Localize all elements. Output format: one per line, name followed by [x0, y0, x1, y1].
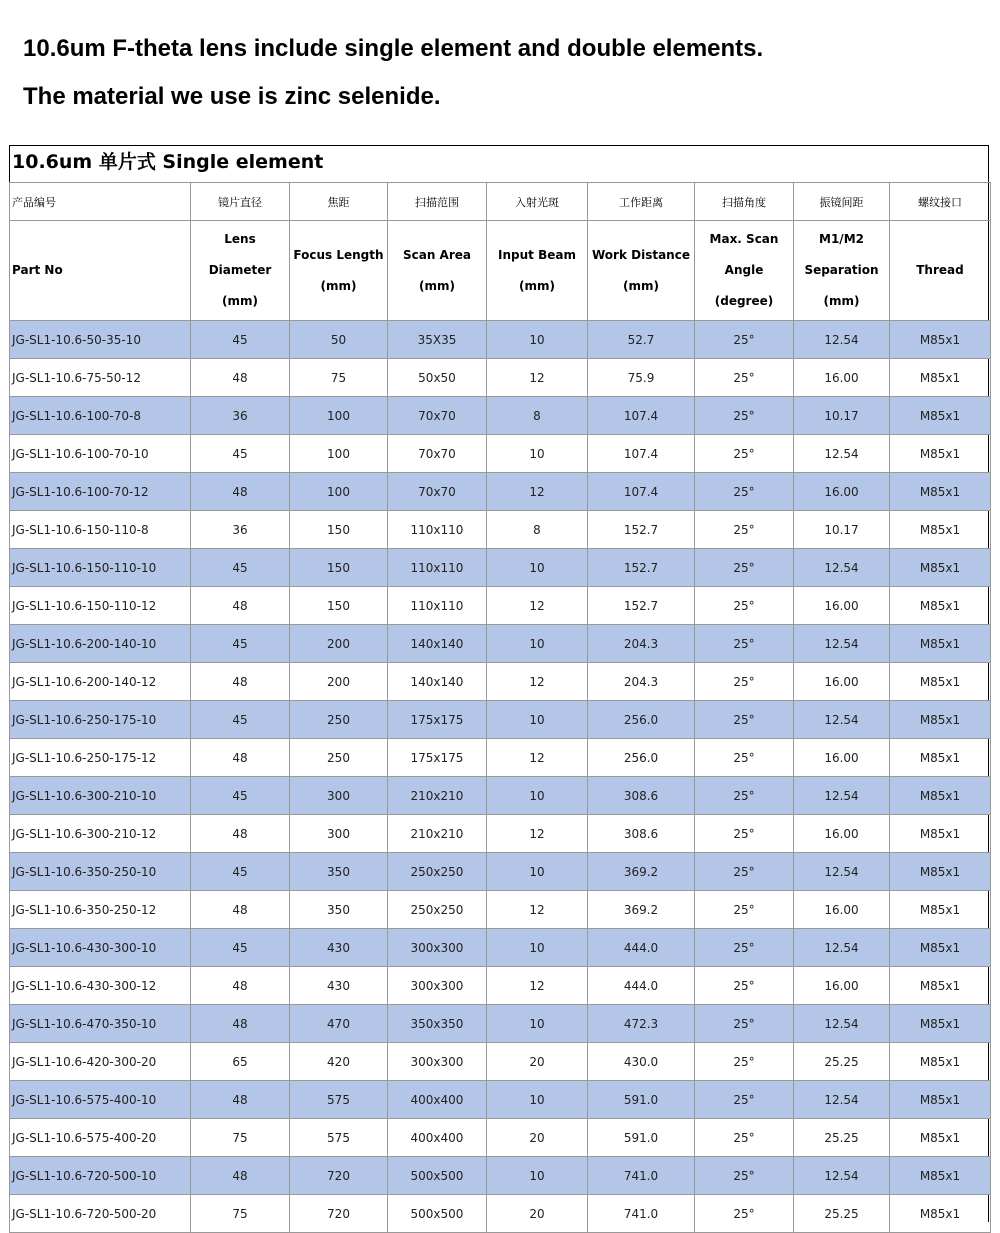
table-cell: 25° — [695, 473, 794, 511]
table-cell: 45 — [191, 777, 290, 815]
table-cell: 70x70 — [388, 473, 487, 511]
table-cell: 45 — [191, 549, 290, 587]
header-en-line: Part No — [12, 263, 63, 277]
table-cell: M85x1 — [890, 1005, 991, 1043]
table-cell: 10 — [487, 1081, 588, 1119]
table-cell: 8 — [487, 511, 588, 549]
table-cell: 175x175 — [388, 739, 487, 777]
header-en-line: (mm) — [823, 294, 860, 308]
table-cell: M85x1 — [890, 549, 991, 587]
part-no-cell: JG-SL1-10.6-350-250-12 — [10, 891, 191, 929]
header-cn-cell: 焦距 — [290, 183, 388, 221]
table-cell: 250x250 — [388, 853, 487, 891]
table-cell: 250x250 — [388, 891, 487, 929]
table-cell: 16.00 — [794, 359, 890, 397]
header-row-cn — [10, 183, 991, 221]
table-cell: 70x70 — [388, 397, 487, 435]
table-cell: 25° — [695, 1043, 794, 1081]
table-cell: 150 — [290, 511, 388, 549]
part-no-cell: JG-SL1-10.6-420-300-20 — [10, 1043, 191, 1081]
table-cell: 420 — [290, 1043, 388, 1081]
table-cell: 308.6 — [588, 777, 695, 815]
table-cell: 741.0 — [588, 1157, 695, 1195]
table-cell: 48 — [191, 663, 290, 701]
header-cn-cell: 产品编号 — [10, 183, 191, 221]
table-cell: 10 — [487, 1005, 588, 1043]
table-cell: 75 — [191, 1195, 290, 1233]
table-cell: 45 — [191, 435, 290, 473]
header-en-cell — [487, 221, 588, 321]
table-cell: 35X35 — [388, 321, 487, 359]
table-cell: 20 — [487, 1119, 588, 1157]
header-en-cell — [695, 221, 794, 321]
header-cn-cell: 镜片直径 — [191, 183, 290, 221]
table-cell: 65 — [191, 1043, 290, 1081]
table-cell: M85x1 — [890, 815, 991, 853]
table-cell: 45 — [191, 929, 290, 967]
table-cell: 16.00 — [794, 815, 890, 853]
part-no-cell: JG-SL1-10.6-150-110-8 — [10, 511, 191, 549]
table-row — [10, 701, 991, 739]
table-cell: M85x1 — [890, 397, 991, 435]
table-cell: 107.4 — [588, 473, 695, 511]
header-en-line: M1/M2 — [819, 232, 864, 246]
table-cell: 140x140 — [388, 625, 487, 663]
table-cell: 25° — [695, 967, 794, 1005]
table-cell: 12 — [487, 359, 588, 397]
table-row — [10, 853, 991, 891]
table-row — [10, 663, 991, 701]
table-cell: 25° — [695, 511, 794, 549]
table-cell: M85x1 — [890, 967, 991, 1005]
table-cell: 48 — [191, 1081, 290, 1119]
header-cn-cell: 入射光斑 — [487, 183, 588, 221]
table-cell: 500x500 — [388, 1157, 487, 1195]
table-cell: 50 — [290, 321, 388, 359]
table-cell: 16.00 — [794, 967, 890, 1005]
header-en-line: Scan Area — [402, 247, 471, 262]
table-cell: 12.54 — [794, 625, 890, 663]
table-cell: 350x350 — [388, 1005, 487, 1043]
table-cell: M85x1 — [890, 777, 991, 815]
header-en-line: (mm) — [419, 278, 455, 293]
header-en-line: (mm) — [320, 278, 357, 293]
header-en-cell — [388, 221, 487, 321]
table-cell: 300 — [290, 815, 388, 853]
table-cell: 25° — [695, 891, 794, 929]
table-row — [10, 1195, 991, 1233]
part-no-cell: JG-SL1-10.6-100-70-8 — [10, 397, 191, 435]
table-cell: 8 — [487, 397, 588, 435]
table-cell: 16.00 — [794, 891, 890, 929]
table-cell: 470 — [290, 1005, 388, 1043]
table-cell: 10 — [487, 701, 588, 739]
table-cell: 400x400 — [388, 1119, 487, 1157]
table-cell: 350 — [290, 891, 388, 929]
table-row — [10, 359, 991, 397]
table-cell: 107.4 — [588, 435, 695, 473]
table-cell: 25.25 — [794, 1119, 890, 1157]
table-cell: 36 — [191, 511, 290, 549]
table-cell: 12 — [487, 891, 588, 929]
table-cell: 45 — [191, 625, 290, 663]
header-cn-cell: 振镜间距 — [794, 183, 890, 221]
table-cell: 16.00 — [794, 587, 890, 625]
table-cell: 200 — [290, 663, 388, 701]
table-cell: M85x1 — [890, 929, 991, 967]
table-row — [10, 815, 991, 853]
table-cell: 25° — [695, 1005, 794, 1043]
table-cell: 48 — [191, 587, 290, 625]
header-en-line: Separation — [804, 263, 879, 277]
table-cell: 250 — [290, 701, 388, 739]
table-cell: 107.4 — [588, 397, 695, 435]
table-cell: 25° — [695, 359, 794, 397]
table-cell: 10 — [487, 321, 588, 359]
table-cell: 10 — [487, 777, 588, 815]
header-cn-cell: 工作距离 — [588, 183, 695, 221]
table-cell: 444.0 — [588, 929, 695, 967]
header-en-cell — [890, 221, 991, 321]
table-cell: M85x1 — [890, 1081, 991, 1119]
table-cell: 350 — [290, 853, 388, 891]
table-cell: 575 — [290, 1081, 388, 1119]
table-cell: 256.0 — [588, 701, 695, 739]
table-cell: 10.17 — [794, 511, 890, 549]
part-no-cell: JG-SL1-10.6-575-400-10 — [10, 1081, 191, 1119]
table-cell: 45 — [191, 853, 290, 891]
table-cell: 12 — [487, 967, 588, 1005]
table-cell: 12.54 — [794, 1005, 890, 1043]
table-cell: 256.0 — [588, 739, 695, 777]
table-cell: 110x110 — [388, 511, 487, 549]
table-cell: 430.0 — [588, 1043, 695, 1081]
table-row — [10, 511, 991, 549]
table-cell: 369.2 — [588, 891, 695, 929]
table-cell: 12.54 — [794, 853, 890, 891]
table-cell: 204.3 — [588, 625, 695, 663]
table-cell: M85x1 — [890, 359, 991, 397]
table-cell: 400x400 — [388, 1081, 487, 1119]
table-cell: 741.0 — [588, 1195, 695, 1233]
header-en-cell — [290, 221, 388, 321]
table-cell: 75 — [191, 1119, 290, 1157]
header-en-line: Work Distance — [592, 247, 690, 262]
table-cell: 300x300 — [388, 967, 487, 1005]
table-cell: 152.7 — [588, 511, 695, 549]
table-row — [10, 891, 991, 929]
part-no-cell: JG-SL1-10.6-430-300-10 — [10, 929, 191, 967]
table-cell: 175x175 — [388, 701, 487, 739]
table-cell: 591.0 — [588, 1119, 695, 1157]
table-row — [10, 929, 991, 967]
part-no-cell: JG-SL1-10.6-470-350-10 — [10, 1005, 191, 1043]
header-en-line: Thread — [916, 263, 964, 277]
table-cell: M85x1 — [890, 587, 991, 625]
table-cell: 444.0 — [588, 967, 695, 1005]
header-en-cell — [794, 221, 890, 321]
table-cell: M85x1 — [890, 435, 991, 473]
table-cell: 20 — [487, 1195, 588, 1233]
table-cell: M85x1 — [890, 891, 991, 929]
table-cell: 200 — [290, 625, 388, 663]
table-cell: 10 — [487, 929, 588, 967]
table-cell: 500x500 — [388, 1195, 487, 1233]
header-en-line: Max. Scan — [709, 232, 779, 246]
header-row-en — [10, 221, 991, 321]
table-cell: 10 — [487, 625, 588, 663]
table-cell: 16.00 — [794, 663, 890, 701]
part-no-cell: JG-SL1-10.6-350-250-10 — [10, 853, 191, 891]
part-no-cell: JG-SL1-10.6-720-500-20 — [10, 1195, 191, 1233]
intro-line-1: 10.6um F-theta lens include single element and double elements. — [23, 35, 764, 62]
table-cell: 25° — [695, 1119, 794, 1157]
table-cell: 25° — [695, 777, 794, 815]
table-cell: 48 — [191, 891, 290, 929]
table-cell: 720 — [290, 1157, 388, 1195]
header-en-line: (mm) — [519, 278, 555, 293]
table-cell: M85x1 — [890, 1195, 991, 1233]
table-cell: 210x210 — [388, 815, 487, 853]
table-cell: M85x1 — [890, 321, 991, 359]
table-cell: 25° — [695, 549, 794, 587]
table-cell: 150 — [290, 587, 388, 625]
table-cell: 12.54 — [794, 1081, 890, 1119]
table-row — [10, 967, 991, 1005]
table-cell: 25° — [695, 701, 794, 739]
table-cell: M85x1 — [890, 511, 991, 549]
table-cell: 36 — [191, 397, 290, 435]
table-cell: 204.3 — [588, 663, 695, 701]
table-cell: 575 — [290, 1119, 388, 1157]
table-cell: 25° — [695, 815, 794, 853]
part-no-cell: JG-SL1-10.6-100-70-10 — [10, 435, 191, 473]
part-no-cell: JG-SL1-10.6-720-500-10 — [10, 1157, 191, 1195]
header-en-cell — [588, 221, 695, 321]
table-cell: 720 — [290, 1195, 388, 1233]
table-row — [10, 549, 991, 587]
table-cell: 10 — [487, 549, 588, 587]
table-cell: 16.00 — [794, 739, 890, 777]
table-cell: 308.6 — [588, 815, 695, 853]
table-cell: M85x1 — [890, 1043, 991, 1081]
table-cell: 25° — [695, 435, 794, 473]
table-row — [10, 625, 991, 663]
header-en-line: Focus Length — [293, 247, 384, 262]
table-cell: 48 — [191, 473, 290, 511]
table-cell: 152.7 — [588, 587, 695, 625]
table-row — [10, 777, 991, 815]
part-no-cell: JG-SL1-10.6-250-175-12 — [10, 739, 191, 777]
header-en-line: (degree) — [714, 294, 774, 308]
table-cell: M85x1 — [890, 663, 991, 701]
header-en-line: Input Beam — [498, 247, 576, 262]
table-cell: 25° — [695, 397, 794, 435]
header-en-cell — [191, 221, 290, 321]
table-cell: 430 — [290, 929, 388, 967]
table-cell: 25° — [695, 929, 794, 967]
part-no-cell: JG-SL1-10.6-150-110-10 — [10, 549, 191, 587]
table-cell: 472.3 — [588, 1005, 695, 1043]
part-no-cell: JG-SL1-10.6-430-300-12 — [10, 967, 191, 1005]
table-cell: 20 — [487, 1043, 588, 1081]
table-cell: 48 — [191, 1157, 290, 1195]
part-no-cell: JG-SL1-10.6-200-140-10 — [10, 625, 191, 663]
table-cell: 52.7 — [588, 321, 695, 359]
table-cell: 12.54 — [794, 321, 890, 359]
part-no-cell: JG-SL1-10.6-100-70-12 — [10, 473, 191, 511]
table-row — [10, 397, 991, 435]
header-en-line: (mm) — [623, 278, 659, 293]
part-no-cell: JG-SL1-10.6-50-35-10 — [10, 321, 191, 359]
table-cell: M85x1 — [890, 625, 991, 663]
table-cell: 12 — [487, 473, 588, 511]
header-cn-cell: 扫描角度 — [695, 183, 794, 221]
table-cell: 50x50 — [388, 359, 487, 397]
table-row — [10, 473, 991, 511]
table-cell: 25° — [695, 853, 794, 891]
table-cell: 150 — [290, 549, 388, 587]
table-cell: 12.54 — [794, 777, 890, 815]
table-cell: 152.7 — [588, 549, 695, 587]
table-cell: 300x300 — [388, 1043, 487, 1081]
table-cell: 48 — [191, 967, 290, 1005]
table-cell: 75.9 — [588, 359, 695, 397]
table-cell: 48 — [191, 1005, 290, 1043]
table-cell: 100 — [290, 473, 388, 511]
table-row — [10, 587, 991, 625]
table-cell: 45 — [191, 321, 290, 359]
part-no-cell: JG-SL1-10.6-575-400-20 — [10, 1119, 191, 1157]
header-en-line: (mm) — [222, 294, 258, 308]
table-cell: 140x140 — [388, 663, 487, 701]
table-cell: 25° — [695, 1157, 794, 1195]
table-cell: 25.25 — [794, 1195, 890, 1233]
table-cell: 12.54 — [794, 701, 890, 739]
table-cell: 12.54 — [794, 929, 890, 967]
table-cell: 300x300 — [388, 929, 487, 967]
table-cell: 369.2 — [588, 853, 695, 891]
table-cell: 12 — [487, 739, 588, 777]
table-row — [10, 1157, 991, 1195]
table-cell: M85x1 — [890, 853, 991, 891]
table-cell: 48 — [191, 815, 290, 853]
table-row — [10, 321, 991, 359]
table-cell: M85x1 — [890, 739, 991, 777]
table-cell: 25° — [695, 739, 794, 777]
table-title: 10.6um 单片式 Single element — [12, 151, 324, 173]
table-cell: 12.54 — [794, 1157, 890, 1195]
table-cell: 25.25 — [794, 1043, 890, 1081]
table-cell: 75 — [290, 359, 388, 397]
table-cell: 48 — [191, 359, 290, 397]
table-cell: 10 — [487, 1157, 588, 1195]
table-row — [10, 1119, 991, 1157]
header-en-line: Angle — [724, 263, 764, 277]
part-no-cell: JG-SL1-10.6-250-175-10 — [10, 701, 191, 739]
table-cell: 110x110 — [388, 549, 487, 587]
intro-line-2: The material we use is zinc selenide. — [23, 83, 441, 110]
table-cell: 12.54 — [794, 435, 890, 473]
table-cell: 25° — [695, 1195, 794, 1233]
table-cell: 45 — [191, 701, 290, 739]
table-cell: 110x110 — [388, 587, 487, 625]
part-no-cell: JG-SL1-10.6-75-50-12 — [10, 359, 191, 397]
table-cell: 10 — [487, 435, 588, 473]
table-cell: M85x1 — [890, 1157, 991, 1195]
table-cell: 48 — [191, 739, 290, 777]
table-cell: 12 — [487, 587, 588, 625]
table-cell: 25° — [695, 321, 794, 359]
table-cell: 10.17 — [794, 397, 890, 435]
table-cell: M85x1 — [890, 473, 991, 511]
table-cell: 100 — [290, 397, 388, 435]
header-en-line: Lens Diameter — [208, 232, 272, 277]
table-cell: M85x1 — [890, 701, 991, 739]
table-cell: 25° — [695, 625, 794, 663]
table-cell: 100 — [290, 435, 388, 473]
table-cell: 16.00 — [794, 473, 890, 511]
header-en-cell — [10, 221, 191, 321]
table-cell: 70x70 — [388, 435, 487, 473]
table-row — [10, 1005, 991, 1043]
table-cell: 12.54 — [794, 549, 890, 587]
table-cell: 210x210 — [388, 777, 487, 815]
part-no-cell: JG-SL1-10.6-300-210-12 — [10, 815, 191, 853]
table-cell: 25° — [695, 663, 794, 701]
part-no-cell: JG-SL1-10.6-150-110-12 — [10, 587, 191, 625]
table-cell: 12 — [487, 663, 588, 701]
header-cn-cell: 扫描范围 — [388, 183, 487, 221]
table-cell: 430 — [290, 967, 388, 1005]
table-row — [10, 435, 991, 473]
part-no-cell: JG-SL1-10.6-200-140-12 — [10, 663, 191, 701]
header-cn-cell: 螺纹接口 — [890, 183, 991, 221]
table-cell: 10 — [487, 853, 588, 891]
table-cell: 591.0 — [588, 1081, 695, 1119]
table-cell: 250 — [290, 739, 388, 777]
part-no-cell: JG-SL1-10.6-300-210-10 — [10, 777, 191, 815]
table-cell: 25° — [695, 1081, 794, 1119]
table-cell: 300 — [290, 777, 388, 815]
table-row — [10, 739, 991, 777]
table-row — [10, 1081, 991, 1119]
table-cell: 12 — [487, 815, 588, 853]
spec-table — [9, 182, 991, 1233]
table-cell: M85x1 — [890, 1119, 991, 1157]
table-row — [10, 1043, 991, 1081]
table-cell: 25° — [695, 587, 794, 625]
